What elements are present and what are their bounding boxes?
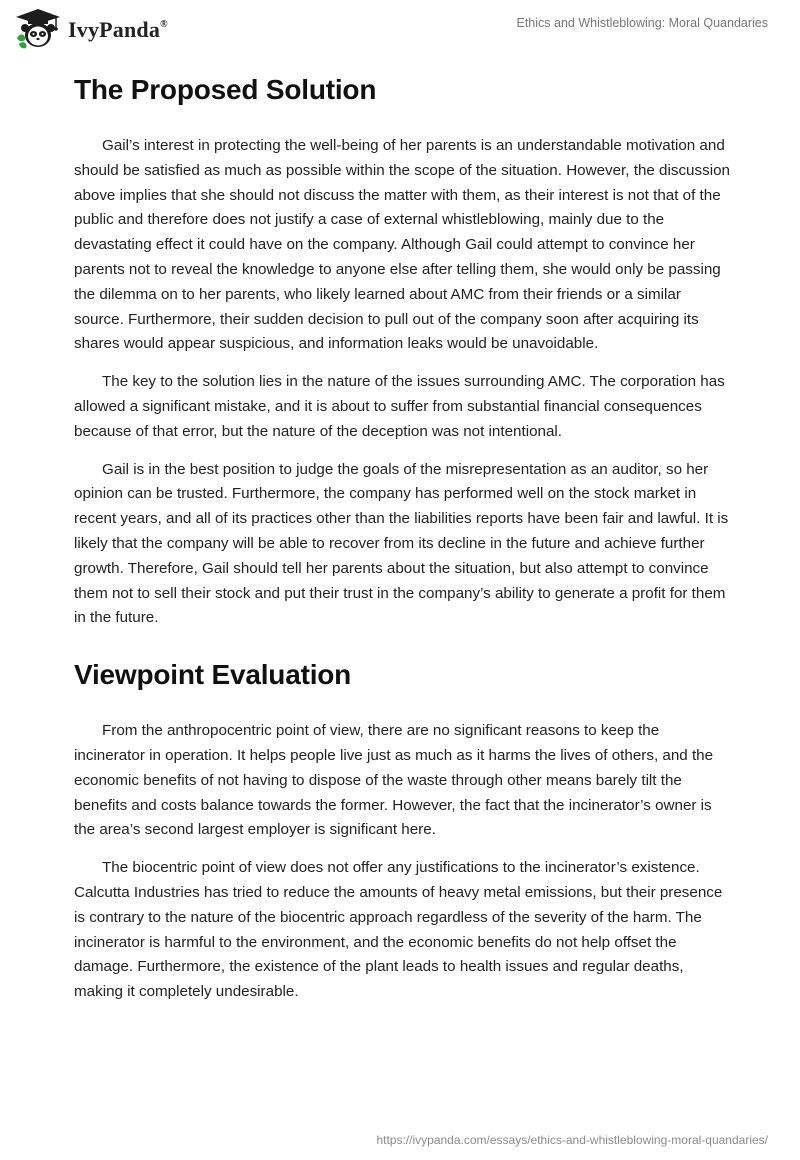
paragraph: The key to the solution lies in the nature of the issues surrounding AMC. The corporation has allowed a significant mistake, and it is about to suffer from substantial financial consequences because of that error, but the nature of the deception was not intentional. <box>74 373 725 440</box>
logo-text: IvyPanda <box>68 17 161 42</box>
document-title: Ethics and Whistleblowing: Moral Quandaries <box>516 16 768 30</box>
section-heading: The Proposed Solution <box>74 74 377 105</box>
page-header <box>0 0 800 60</box>
section-heading: Viewpoint Evaluation <box>74 659 352 691</box>
paragraph: Gail’s interest in protecting the well-being of her parents is an understandable motivation and should be satisfied as much as possible within the scope of the situation. However, the discussion above implies that she should not discuss the matter with them, as their interest is not that of the public and therefore does not justify a case of external whistleblowing, mainly due to the devastating effect it could have on the company. Although Gail could attempt to convince her parents not to reveal the knowledge to anyone else after telling them, she would only be passing the dilemma on to her parents, who likely learned about AMC from their friends or a similar source. Furthermore, their sudden decision to pull out of the company soon after acquiring its shares would appear suspicious, and information leaks would be unavoidable. <box>74 137 730 353</box>
paragraph: The biocentric point of view does not offer any justifications to the incinerator’s existence. Calcutta Industries has tried to reduce the amounts of heavy metal emissions, but their presence is contrary to the nature of the biocentric approach regardless of the severity of the harm. The incinerator is harmful to the environment, and the economic benefits do not help offset the damage. Furthermore, the existence of the plant leads to health issues and regular deaths, making it completely undesirable. <box>74 859 723 1001</box>
source-url-link[interactable]: https://ivypanda.com/essays/ethics-and-whistleblowing-moral-quandaries/ <box>376 1133 768 1147</box>
registered-mark: ® <box>160 18 168 30</box>
ivypanda-logo[interactable] <box>14 8 168 50</box>
paragraph: From the anthropocentric point of view, there are no significant reasons to keep the incinerator in operation. It helps people live just as much as it harms the lives of others, and the economic benefits of not having to dispose of the waste through other means barely tilt the benefits and costs balance towards the former. However, the fact that the incinerator’s owner is the area’s second largest employer is significant here. <box>74 722 714 839</box>
paragraph: Gail is in the best position to judge the goals of the misrepresentation as an auditor, so her opinion can be trusted. Furthermore, the company has performed well on the stock market in recent years, and all of its practices other than the liabilities reports have been fair and lawful. It is likely that the company will be able to recover from its decline in the future and achieve further growth. Therefore, Gail should tell her parents about the situation, but also attempt to convince them not to sell their stock and put their trust in the company’s ability to generate a profit for them in the future. <box>74 460 729 627</box>
panda-graduate-icon <box>14 8 62 50</box>
article-body <box>74 70 734 1005</box>
